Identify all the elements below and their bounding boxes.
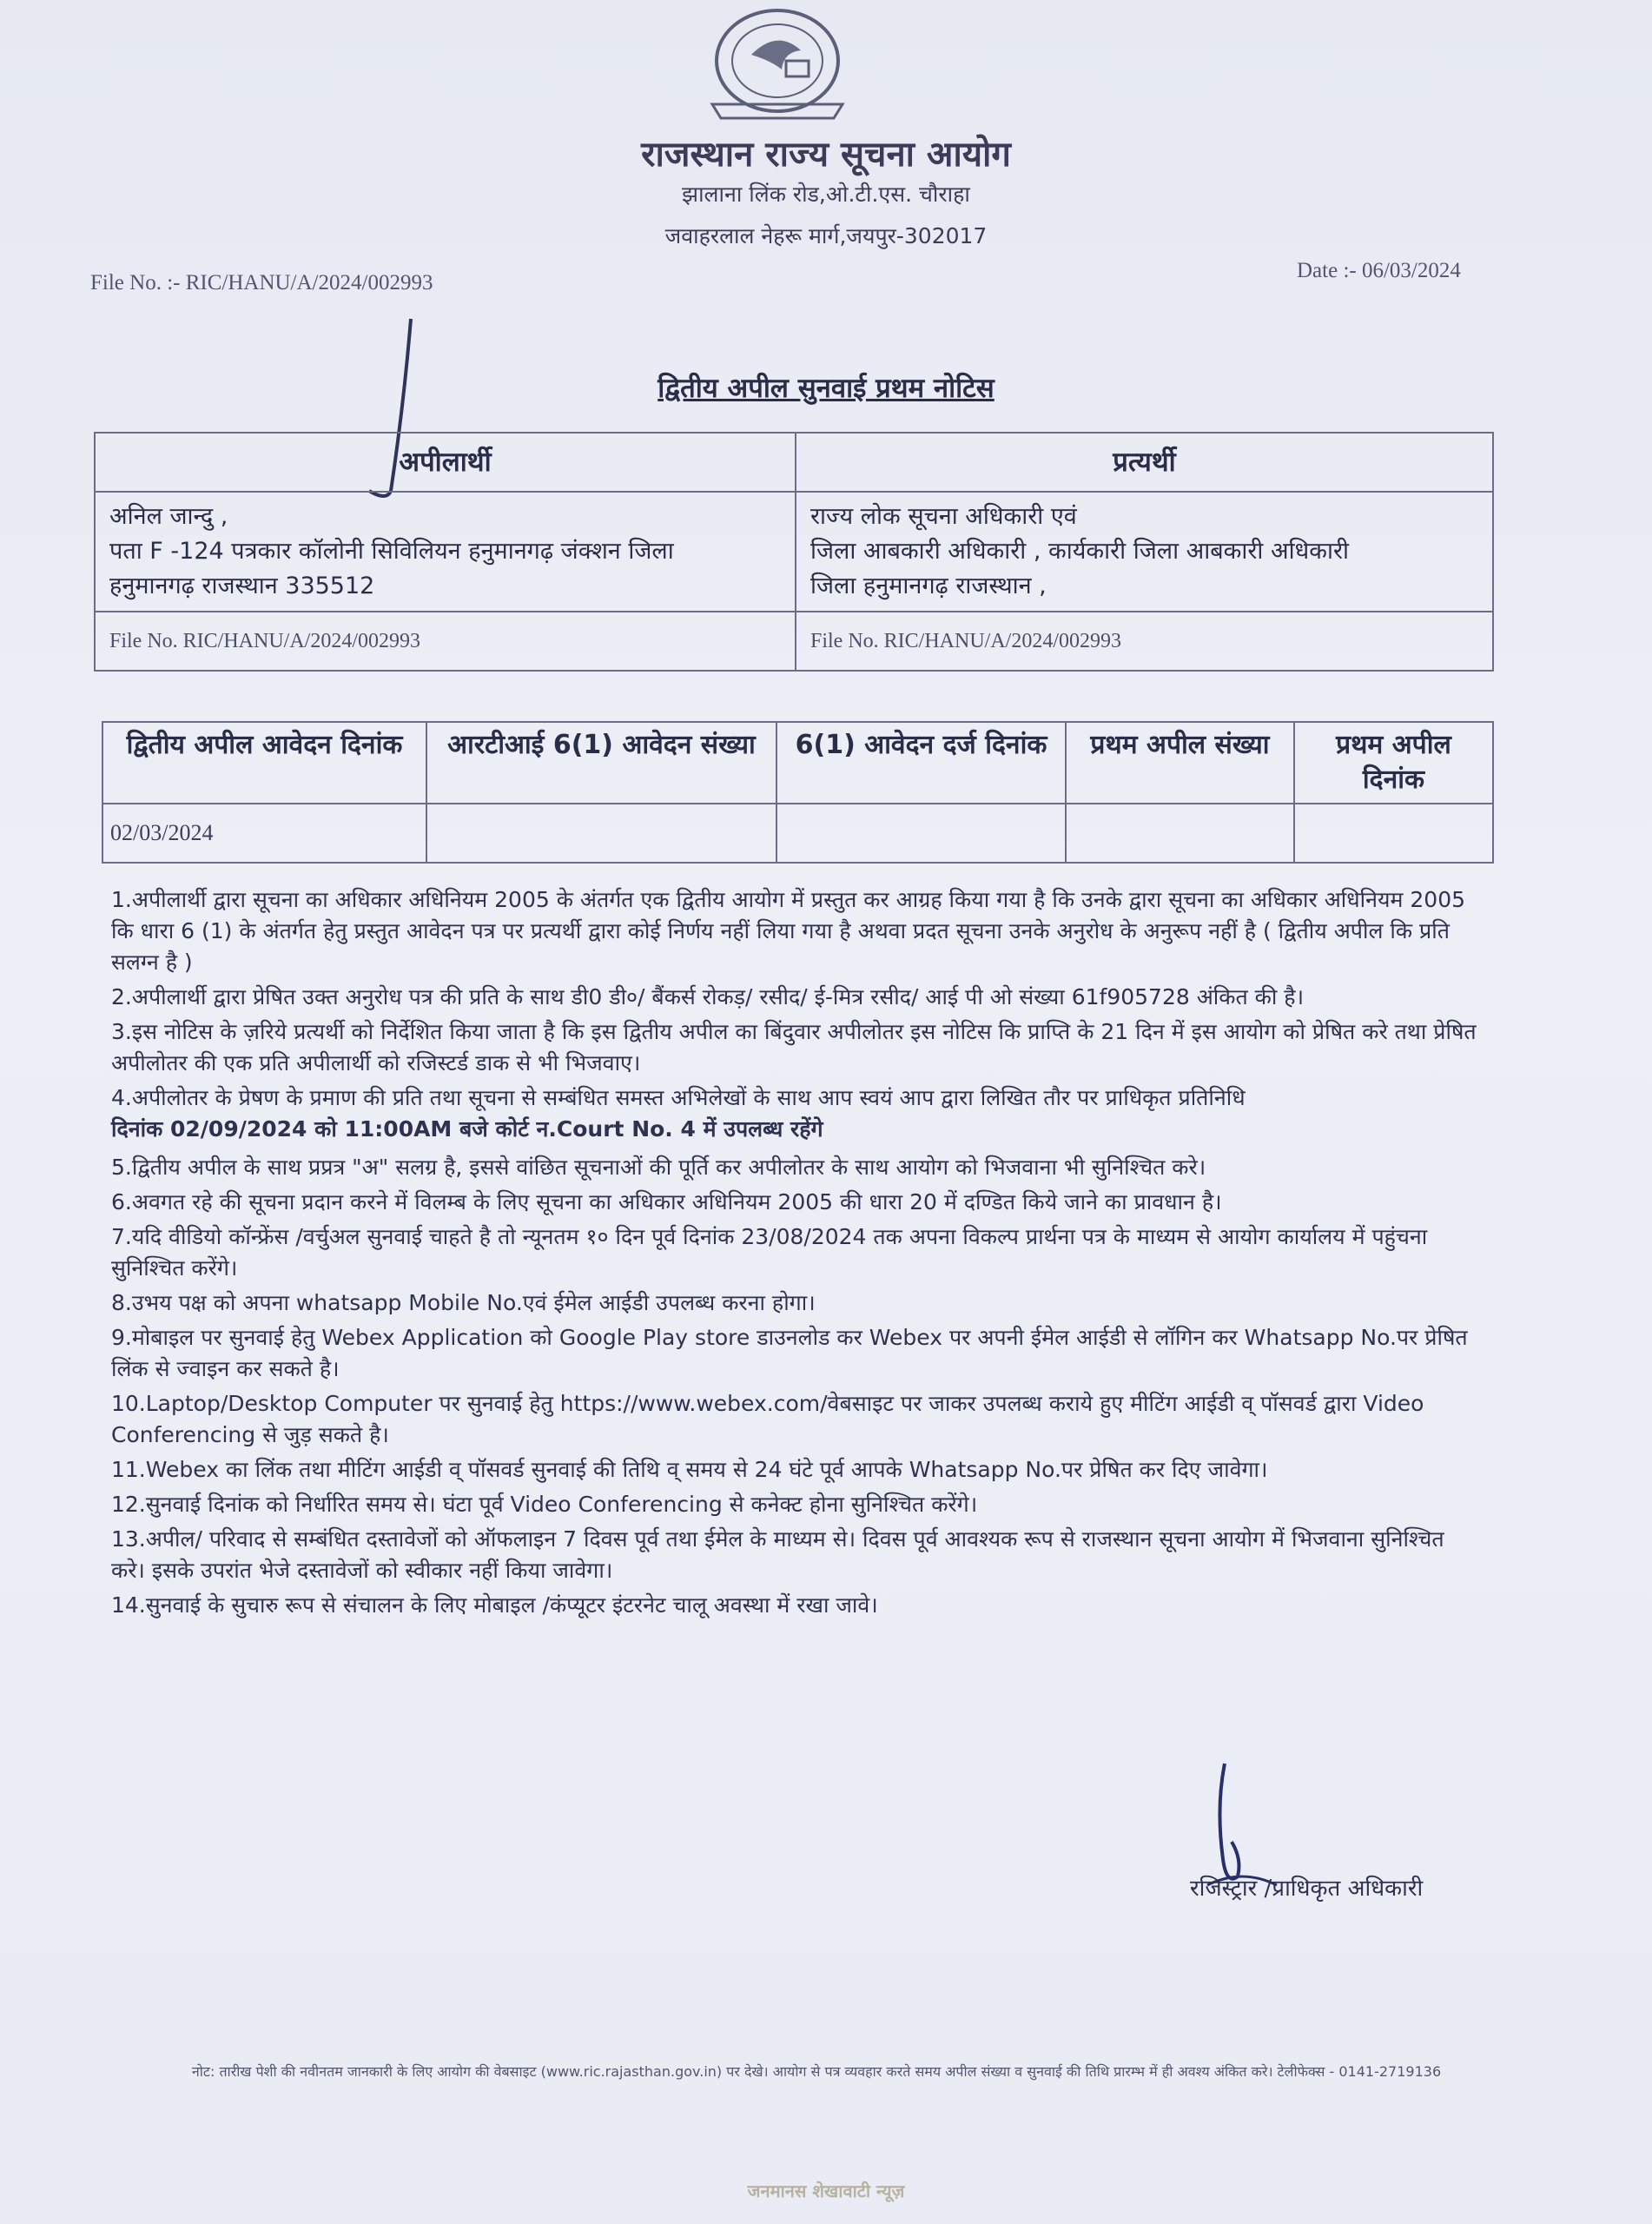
address-line-1: झालाना लिंक रोड,ओ.टी.एस. चौराहा — [682, 182, 970, 207]
point-14: 14.सुनवाई के सुचारु रूप से संचालन के लिए मोबाइल /कंप्यूटर इंटरनेट चालू अवस्था में रखा जावे। — [111, 1592, 878, 1618]
application-dates-table — [102, 721, 1494, 864]
source-watermark: जनमानस शेखावाटी न्यूज़ — [747, 2181, 905, 2201]
first-appeal-date-value — [1294, 804, 1493, 863]
appellant-file-no: File No. RIC/HANU/A/2024/002993 — [95, 612, 796, 671]
point-12: 12.सुनवाई दिनांक को निर्धारित समय से। घंटा पूर्व Video Conferencing से कनेक्ट होना सुनिश्चित करेंगे। — [111, 1492, 978, 1517]
point-7: 7.यदि वीडियो कॉन्फ्रेंस /वर्चुअल सुनवाई चाहते है तो न्यूनतम १० दिन पूर्व दिनांक 23/08/2024 तक अपना विकल्प प्रार्थना पत्र के माध्यम से आयोग कार्यालय में पहुंचना सुनिश्चित करेंगे। — [111, 1224, 1428, 1281]
file-number: File No. :- RIC/HANU/A/2024/002993 — [90, 271, 433, 295]
appellant-line-3: हनुमानगढ़ राजस्थान 335512 — [109, 573, 375, 599]
respondent-header: प्रत्यर्थी — [796, 433, 1493, 492]
commission-emblem — [704, 7, 851, 129]
point-5: 5.द्वितीय अपील के साथ प्रप्रत्र "अ" सलग्र है, इससे वांछित सूचनाओं की पूर्ति कर अपीलोतर के साथ आयोग को भिजवाना भी सुनिश्चित करे। — [111, 1155, 1206, 1180]
point-6: 6.अवगत रहे की सूचना प्रदान करने में विलम्ब के लिए सूचना का अधिकार अधिनियम 2005 की धारा 20 में दण्डित किये जाने का प्रावधान है। — [111, 1189, 1222, 1215]
col-rti-application-number: आरटीआई 6(1) आवेदन संख्या — [426, 722, 776, 804]
notice-title: द्वितीय अपील सुनवाई प्रथम नोटिस — [657, 373, 995, 404]
point-9: 9.मोबाइल पर सुनवाई हेतु Webex Application को Google Play store डाउनलोड कर Webex पर अपनी ईमेल आईडी से लॉगिन कर Whatsapp No.पर प्रेषित लिंक से ज्वाइन कर सकते है। — [111, 1325, 1468, 1381]
point-3: 3.इस नोटिस के ज़रिये प्रत्यर्थी को निर्देशित किया जाता है कि इस द्वितीय अपील का बिंदुवार अपीलोतर इस नोटिस कि प्राप्ति के 21 दिन में इस आयोग को प्रेषित करे तथा प्रेषित अपीलोतर की एक प्रति अपीलार्थी को रजिस्टर्ड डाक से भी भिजवाए। — [111, 1019, 1477, 1076]
signatory-designation: रजिस्ट्रार /प्राधिकृत अधिकारी — [1190, 1876, 1424, 1902]
appellant-line-2: पता F -124 पत्रकार कॉलोनी सिविलियन हनुमानगढ़ जंक्शन जिला — [109, 538, 674, 565]
org-name: राजस्थान राज्य सूचना आयोग — [641, 135, 1011, 175]
respondent-details — [796, 492, 1493, 612]
point-4 — [111, 1082, 1479, 1145]
parties-table — [94, 432, 1494, 672]
notice-body — [111, 884, 1479, 1625]
respondent-line-1: राज्य लोक सूचना अधिकारी एवं — [810, 503, 1077, 530]
point-4-hearing-line: दिनांक 02/09/2024 को 11:00AM बजे कोर्ट न.Court No. 4 में उपलब्ध रहेंगे — [111, 1116, 823, 1142]
appellant-details — [95, 492, 796, 612]
col-first-appeal-date: प्रथम अपील दिनांक — [1294, 722, 1493, 804]
point-8: 8.उभय पक्ष को अपना whatsapp Mobile No.एवं ईमेल आईडी उपलब्ध करना होगा। — [111, 1290, 816, 1315]
address-line-2: जवाहरलाल नेहरू मार्ग,जयपुर-302017 — [664, 223, 988, 248]
point-1: 1.अपीलार्थी द्वारा सूचना का अधिकार अधिनियम 2005 के अंतर्गत एक द्वितीय आयोग में प्रस्तुत कर आग्रह किया गया है कि उनके द्वारा सूचना का अधिकार अधिनियम 2005 कि धारा 6 (1) के अंतर्गत हेतु प्रस्तुत आवेदन पत्र पर प्रत्यर्थी द्वारा कोई निर्णय नहीं लिया गया है अथवा प्रदत सूचना उनके अनुरोध के अनुरूप नहीं है ( द्वितीय अपील कि प्रति सलग्न है ) — [111, 887, 1466, 975]
point-11: 11.Webex का लिंक तथा मीटिंग आईडी व् पॉसवर्ड सुनवाई की तिथि व् समय से 24 घंटे पूर्व आपके Whatsapp No.पर प्रेषित कर दिए जावेगा। — [111, 1457, 1268, 1482]
rti-application-number-value — [426, 804, 776, 863]
respondent-line-3: जिला हनुमानगढ़ राजस्थान , — [810, 573, 1047, 599]
footnote: नोट: तारीख पेशी की नवीनतम जानकारी के लिए आयोग की वेबसाइट (www.ric.rajasthan.gov.in) पर देखे। आयोग से पत्र व्यवहार करते समय अपील संख्या व सुनवाई की तिथि प्रारम्भ में ही अवश्य अंकित करे। टेलीफेक्स - 0141-2719136 — [191, 2063, 1442, 2080]
point-13: 13.अपील/ परिवाद से सम्बंधित दस्तावेजों को ऑफलाइन 7 दिवस पूर्व तथा ईमेल के माध्यम से। दिवस पूर्व आवश्यक रूप से राजस्थान सूचना आयोग में भिजवाना सुनिश्चित करे। इसके उपरांत भेजे दस्तावेजों को स्वीकार नहीं किया जावेगा। — [111, 1526, 1444, 1583]
point-10: 10.Laptop/Desktop Computer पर सुनवाई हेतु https://www.webex.com/वेबसाइट पर जाकर उपलब्ध कराये हुए मीटिंग आईडी व् पॉसवर्ड द्वारा Video Conferencing से जुड़ सकते है। — [111, 1391, 1424, 1447]
application-filed-date-value — [776, 804, 1066, 863]
appellant-header: अपीलार्थी — [95, 433, 796, 492]
first-appeal-number-value — [1066, 804, 1294, 863]
point-4-text: 4.अपीलोतर के प्रेषण के प्रमाण की प्रति तथा सूचना से सम्बंधित समस्त अभिलेखों के साथ आप स्वयं आप द्वारा लिखित तौर पर प्राधिकृत प्रतिनिधि — [111, 1085, 1246, 1110]
respondent-line-2: जिला आबकारी अधिकारी , कार्यकारी जिला आबकारी अधिकारी — [810, 538, 1349, 565]
col-application-filed-date: 6(1) आवेदन दर्ज दिनांक — [776, 722, 1066, 804]
respondent-file-no: File No. RIC/HANU/A/2024/002993 — [796, 612, 1493, 671]
col-first-appeal-number: प्रथम अपील संख्या — [1066, 722, 1294, 804]
col-second-appeal-date: द्वितीय अपील आवेदन दिनांक — [102, 722, 426, 804]
point-2: 2.अपीलार्थी द्वारा प्रेषित उक्त अनुरोध पत्र की प्रति के साथ डी0 डी०/ बैंकर्स रोकड़/ रसीद/ ई-मित्र रसीद/ आई पी ओ संख्या 61f905728 अंकित की है। — [111, 984, 1305, 1009]
appellant-line-1: अनिल जान्दु , — [109, 503, 228, 530]
second-appeal-date-value: 02/03/2024 — [102, 804, 426, 863]
notice-date: Date :- 06/03/2024 — [1297, 259, 1461, 282]
